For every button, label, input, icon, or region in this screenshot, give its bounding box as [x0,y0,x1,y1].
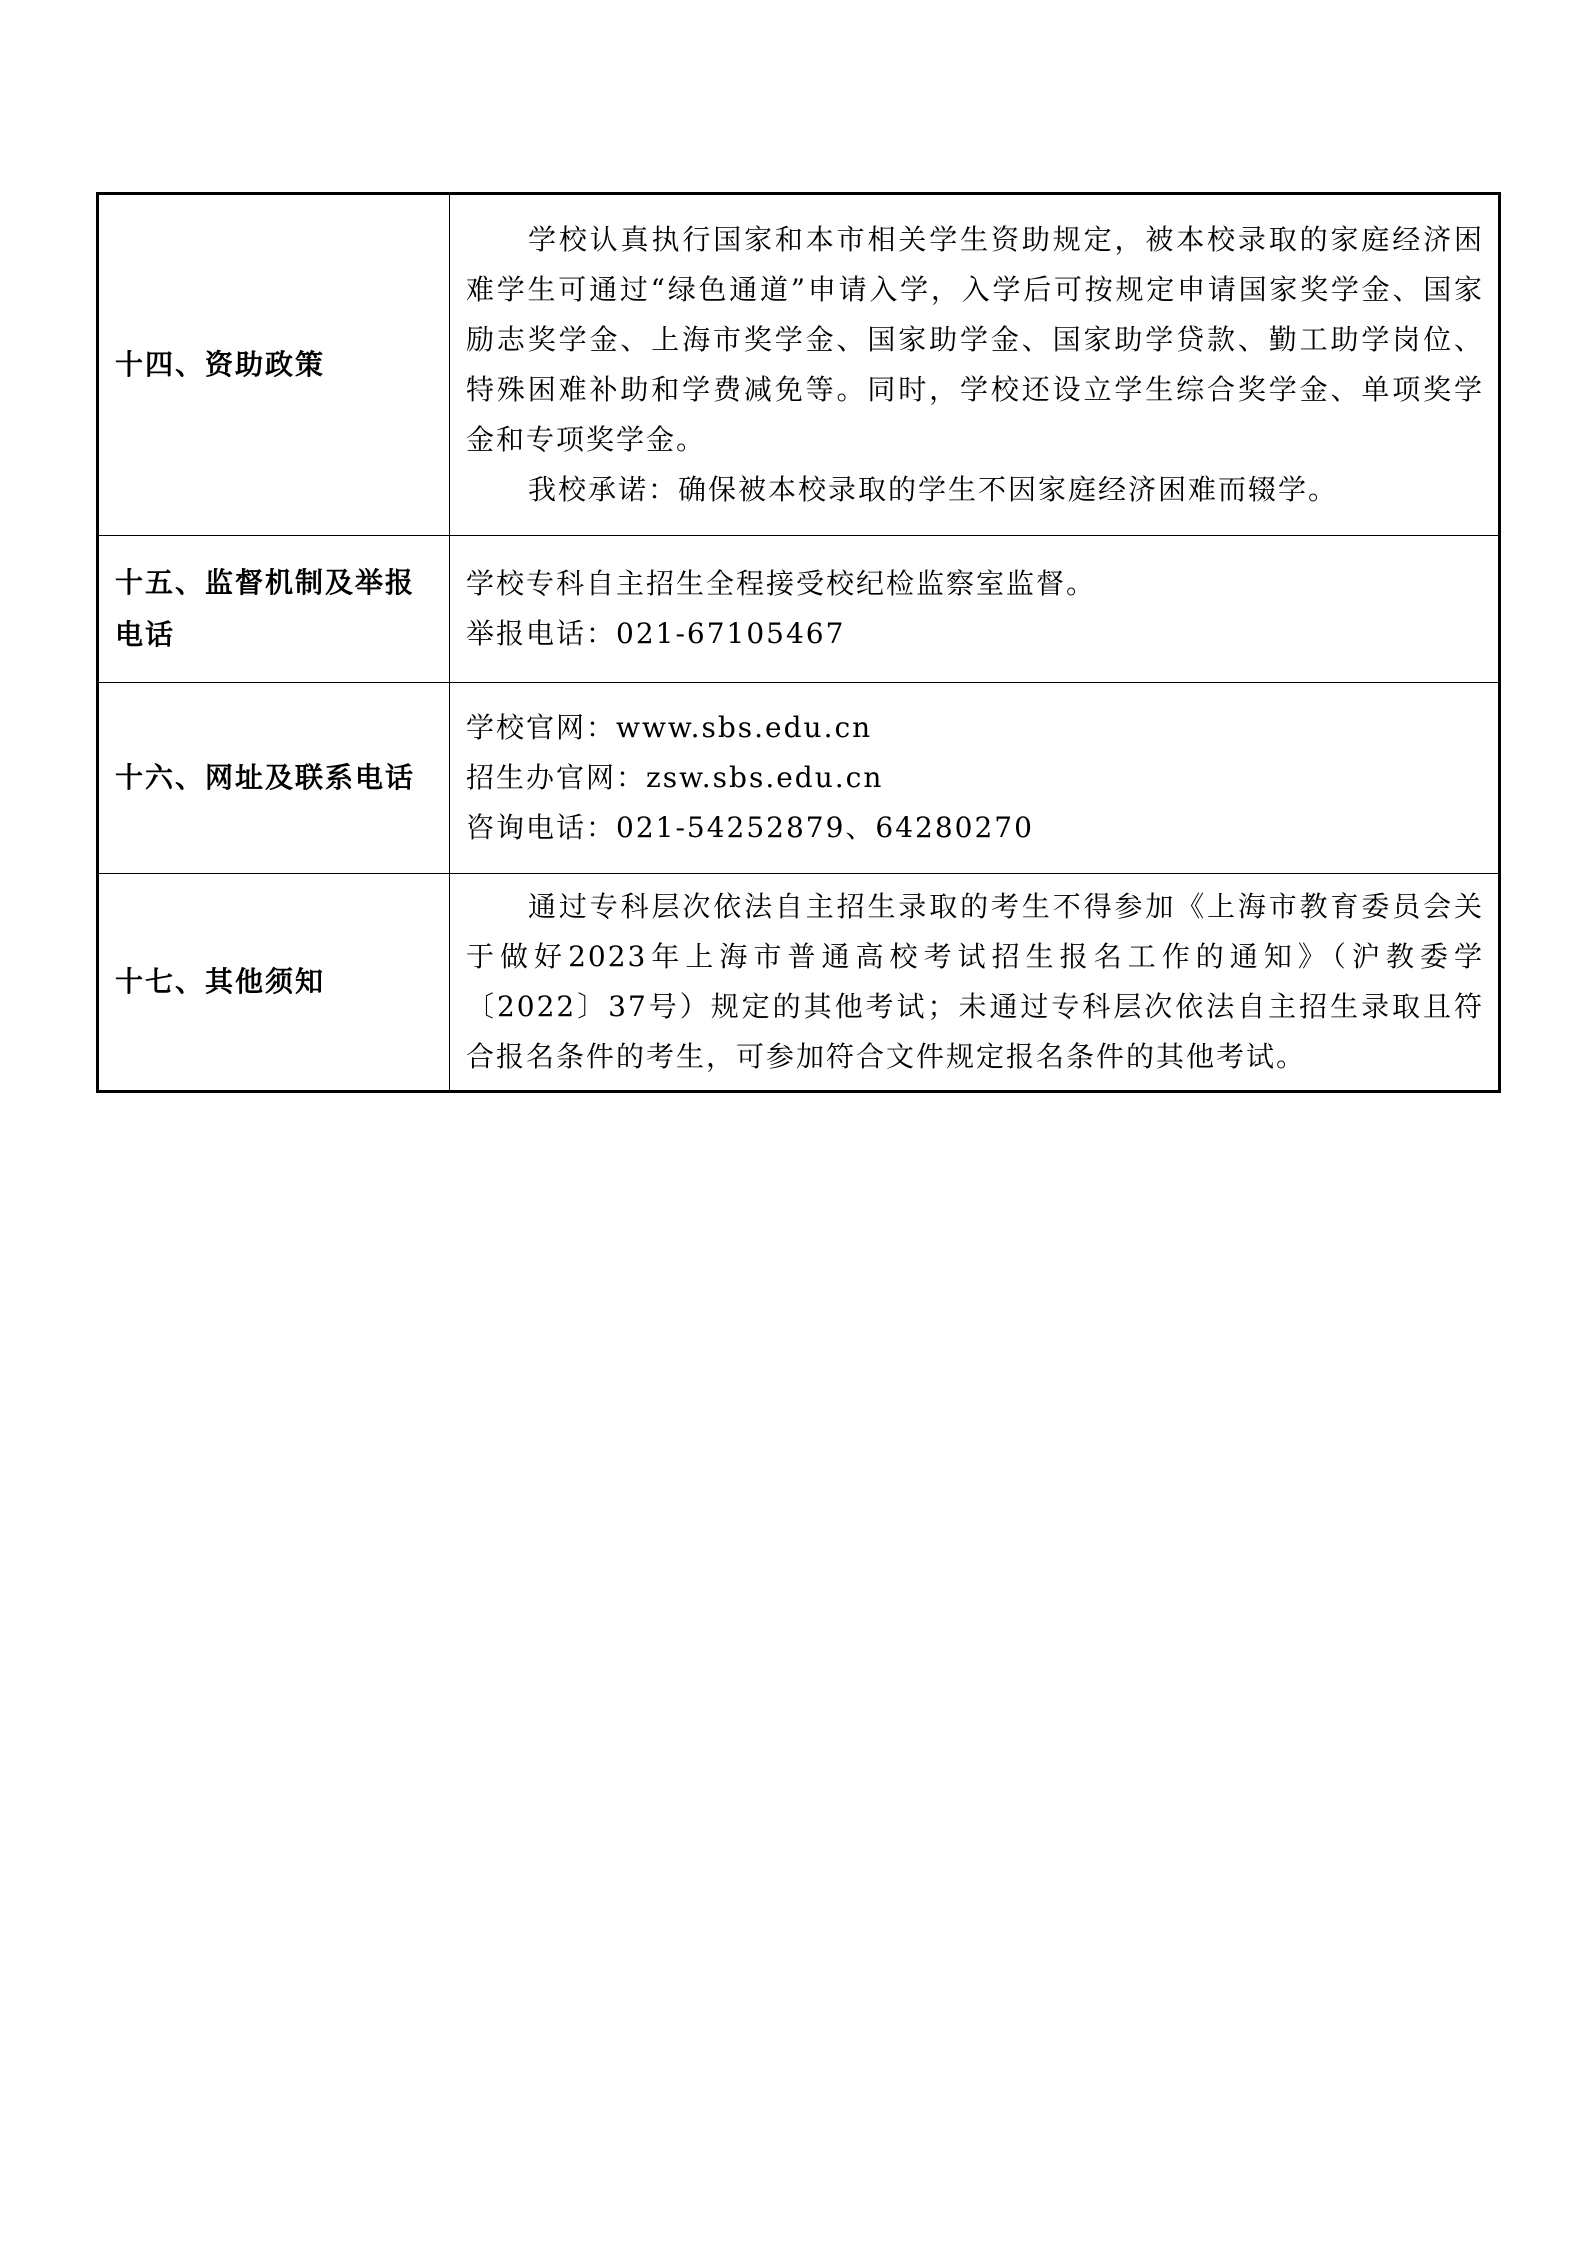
row-label-cell [98,536,450,683]
table-row-other-notes [98,874,1500,1092]
row-content-cell [450,194,1500,536]
admissions-website-line: 招生办官网：zsw.sbs.edu.cn [466,761,884,794]
supervision-line: 学校专科自主招生全程接受校纪检监察室监督。 [466,567,1097,600]
consult-phone-line: 咨询电话：021-54252879、64280270 [466,811,1034,844]
school-website-line: 学校官网：www.sbs.edu.cn [466,711,873,744]
report-phone-line: 举报电话：021-67105467 [466,617,846,650]
row-label-cell [98,683,450,874]
other-notes-paragraph: 通过专科层次依法自主招生录取的考生不得参加《上海市教育委员会关于做好2023年上海市普通高校考试招生报名工作的通知》（沪教委学〔2022〕37号）规定的其他考试；未通过专科层次依法自主招生录取且符合报名条件的考生，可参加符合文件规定报名条件的其他考试。 [466,890,1484,1073]
row-label-cell [98,874,450,1092]
table-row-contact [98,683,1500,874]
table-row-financial-aid [98,194,1500,536]
row-label: 十四、资助政策 [115,348,326,381]
row-content-cell [450,536,1500,683]
admissions-info-table [96,192,1501,1093]
financial-aid-paragraph: 学校认真执行国家和本市相关学生资助规定，被本校录取的家庭经济困难学生可通过“绿色通道”申请入学，入学后可按规定申请国家奖学金、国家励志奖学金、上海市奖学金、国家助学金、国家助学贷款、勤工助学岗位、特殊困难补助和学费减免等。同时，学校还设立学生综合奖学金、单项奖学金和专项奖学金。 [466,223,1484,456]
row-label: 十七、其他须知 [115,965,326,998]
row-label-cell [98,194,450,536]
row-content-cell [450,874,1500,1092]
table-row-supervision [98,536,1500,683]
row-label: 十五、监督机制及举报电话 [115,566,416,651]
row-label: 十六、网址及联系电话 [115,761,416,794]
financial-aid-promise: 我校承诺：确保被本校录取的学生不因家庭经济困难而辍学。 [528,473,1339,506]
row-content-cell [450,683,1500,874]
